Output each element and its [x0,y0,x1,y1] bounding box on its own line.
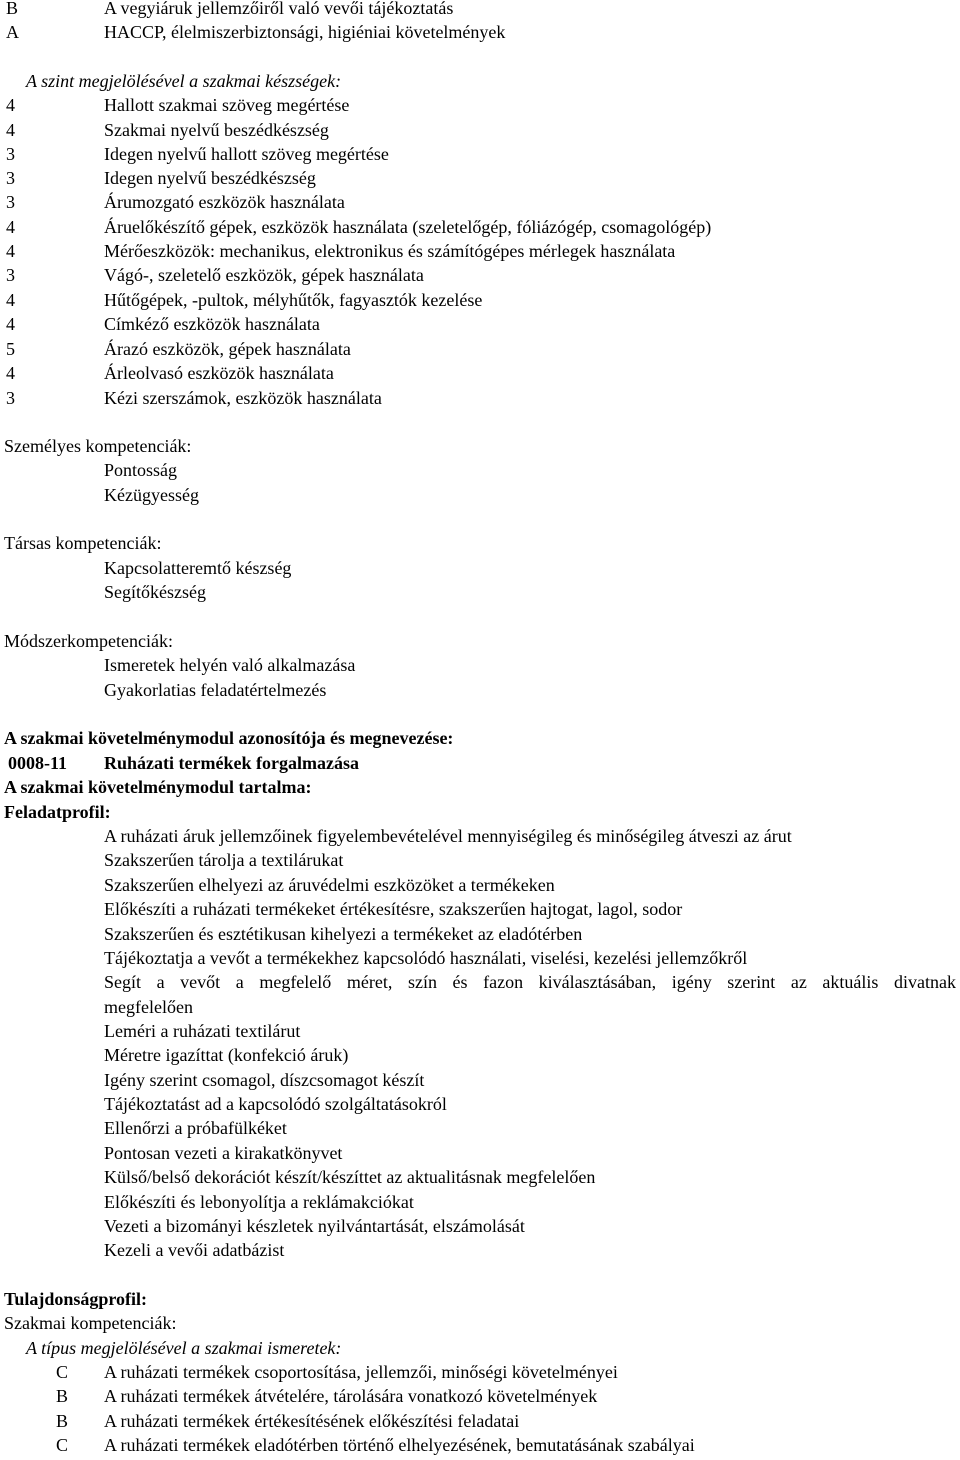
level-code: 3 [6,144,15,164]
knowledge-heading: A típus megjelölésével a szakmai ismeretek: [26,1338,342,1358]
task-item-line: Segít a vevőt a megfelelő méret, szín és fazon kiválasztásában, igény szerint az aktuális divatnak [104,972,956,992]
task-item: Méretre igazíttat (konfekció áruk) [104,1045,349,1065]
type-code: B [56,1386,69,1406]
professional-competence-heading: Szakmai kompetenciák: [4,1313,177,1333]
task-item: Vezeti a bizományi készletek nyilvántartását, elszámolását [104,1216,525,1236]
module-name: Ruházati termékek forgalmazása [104,753,359,773]
type-code: B [56,1411,69,1431]
property-profile-heading: Tulajdonságprofil: [4,1289,148,1309]
type-code: C [56,1435,69,1455]
list-item: Pontosság [104,460,178,480]
type-code: C [56,1362,69,1382]
task-item: Külső/belső dekorációt készít/készíttet az aktualitásnak megfelelően [104,1167,596,1187]
item-text: A ruházati termékek értékesítésének előkészítési feladatai [104,1411,520,1431]
type-code: B [6,0,19,18]
list-item: Kapcsolatteremtő készség [104,558,292,578]
task-item [0,970,960,994]
list-item: Ismeretek helyén való alkalmazása [104,655,356,675]
level-code: 3 [6,388,15,408]
task-item: Szakszerűen tárolja a textilárukat [104,850,344,870]
item-text: A ruházati termékek átvételére, tárolására vonatkozó követelmények [104,1386,598,1406]
item-text: Címkéző eszközök használata [104,314,320,334]
item-text: Idegen nyelvű hallott szöveg megértése [104,144,389,164]
personal-competence-heading: Személyes kompetenciák: [4,436,192,456]
level-code: 4 [6,120,15,140]
module-id-heading: A szakmai követelménymodul azonosítója és megnevezése: [4,728,454,748]
task-item: Szakszerűen elhelyezi az áruvédelmi eszközöket a termékeken [104,875,555,895]
level-code: 3 [6,192,15,212]
item-text: A vegyiáruk jellemzőiről való vevői tájékoztatás [104,0,454,18]
item-text: Idegen nyelvű beszédkészség [104,168,316,188]
type-code: A [6,22,19,42]
item-text: Hallott szakmai szöveg megértése [104,95,350,115]
task-item: Pontosan vezeti a kirakatkönyvet [104,1143,343,1163]
level-code: 4 [6,314,15,334]
task-item-continuation: megfelelően [104,997,193,1017]
module-content-heading: A szakmai követelménymodul tartalma: [4,777,312,797]
task-item: Előkészíti a ruházati termékeket értékesítésre, szakszerűen hajtogat, lagol, sodor [104,899,683,919]
list-item: Segítőkészség [104,582,206,602]
level-code: 3 [6,265,15,285]
level-code: 4 [6,217,15,237]
task-item: Tájékoztatást ad a kapcsolódó szolgáltatásokról [104,1094,447,1114]
item-text: Árleolvasó eszközök használata [104,363,334,383]
module-code: 0008-11 [8,753,68,773]
level-code: 4 [6,363,15,383]
item-text: Vágó-, szeletelő eszközök, gépek használata [104,265,424,285]
level-code: 5 [6,339,15,359]
task-item: Ellenőrzi a próbafülkéket [104,1118,287,1138]
task-item: Kezeli a vevői adatbázist [104,1240,285,1260]
task-item: Leméri a ruházati textilárut [104,1021,301,1041]
item-text: A ruházati termékek eladótérben történő elhelyezésének, bemutatásának szabályai [104,1435,695,1455]
task-item: Igény szerint csomagol, díszcsomagot készít [104,1070,425,1090]
level-code: 4 [6,95,15,115]
list-item: Gyakorlatias feladatértelmezés [104,680,327,700]
method-competence-heading: Módszerkompetenciák: [4,631,173,651]
task-profile-heading: Feladatprofil: [4,802,111,822]
item-text: Kézi szerszámok, eszközök használata [104,388,382,408]
level-code: 4 [6,241,15,261]
item-text: Hűtőgépek, -pultok, mélyhűtők, fagyasztók kezelése [104,290,483,310]
item-text: Szakmai nyelvű beszédkészség [104,120,329,140]
item-text: A ruházati termékek csoportosítása, jellemzői, minőségi követelményei [104,1362,618,1382]
task-item: A ruházati áruk jellemzőinek figyelembevételével mennyiségileg és minőségileg átveszi az árut [104,826,792,846]
item-text: Árazó eszközök, gépek használata [104,339,351,359]
list-item: Kézügyesség [104,485,199,505]
social-competence-heading: Társas kompetenciák: [4,533,162,553]
task-item: Tájékoztatja a vevőt a termékekhez kapcsolódó használati, viselési, kezelési jellemzőkről [104,948,748,968]
item-text: Áruelőkészítő gépek, eszközök használata (szeletelőgép, fóliázógép, csomagológép) [104,217,712,237]
item-text: Mérőeszközök: mechanikus, elektronikus és számítógépes mérlegek használata [104,241,676,261]
level-code: 3 [6,168,15,188]
level-code: 4 [6,290,15,310]
item-text: Árumozgató eszközök használata [104,192,345,212]
task-item: Szakszerűen és esztétikusan kihelyezi a termékeket az eladótérben [104,924,583,944]
item-text: HACCP, élelmiszerbiztonsági, higiéniai követelmények [104,22,506,42]
skills-heading: A szint megjelölésével a szakmai készségek: [26,71,342,91]
task-item: Előkészíti és lebonyolítja a reklámakciókat [104,1192,414,1212]
